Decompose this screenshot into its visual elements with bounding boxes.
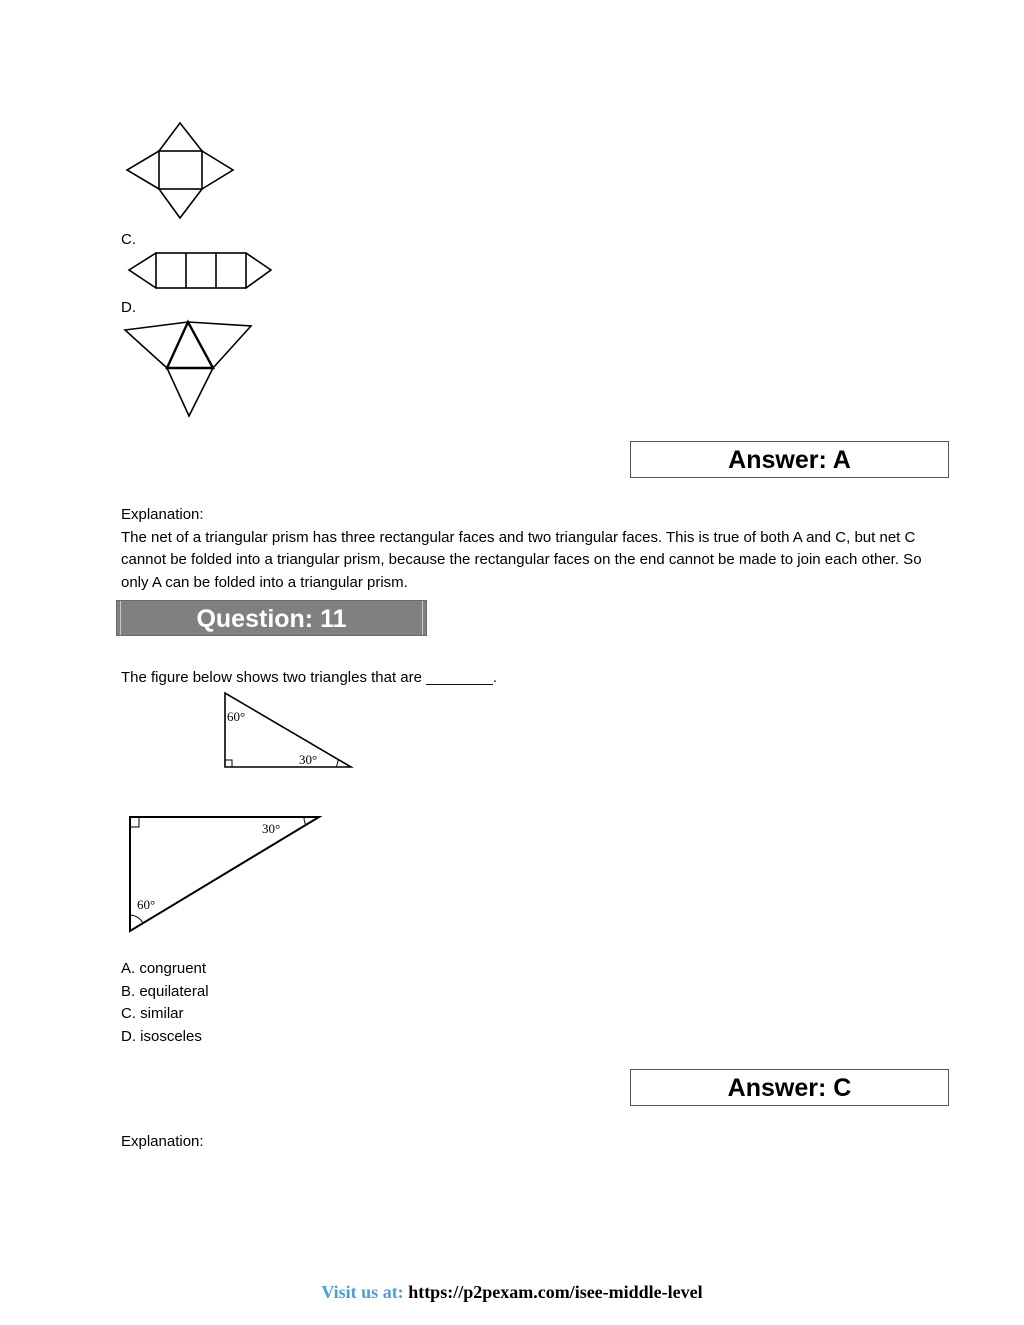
footer-lead: Visit us at:	[321, 1282, 404, 1302]
square-pyramid-net-figure	[120, 118, 240, 223]
explanation-block	[121, 504, 951, 594]
small-right-triangle-figure	[218, 690, 358, 772]
option-a: A. congruent	[121, 960, 207, 977]
answer-options	[121, 958, 209, 1048]
answer-text: Answer: C	[727, 1074, 852, 1102]
question-title: Question: 11	[196, 605, 347, 633]
footer	[0, 1282, 1024, 1303]
answer-text: Answer: A	[728, 446, 851, 474]
triangular-pyramid-net-figure	[122, 318, 257, 420]
explanation-body: The net of a triangular prism has three rectangular faces and two triangular faces. This is true of both A and C, but net C cannot be folded into a triangular prism, because the rectangular faces on the end cannot be made to join each other. So only A can be folded into a triangular prism.	[121, 528, 922, 591]
triangle1-right-angle: 30°	[299, 752, 318, 767]
option-d: D. isosceles	[121, 1027, 202, 1045]
question-banner	[116, 600, 427, 636]
rectangular-strip-net-figure	[125, 250, 275, 292]
explanation-heading: Explanation:	[121, 506, 204, 523]
option-d-label: D.	[121, 299, 136, 316]
option-b: B. equilateral	[121, 982, 209, 1000]
large-right-triangle-figure	[122, 811, 327, 935]
option-c-label: C.	[121, 231, 136, 248]
footer-url[interactable]: https://p2pexam.com/isee-middle-level	[408, 1282, 703, 1302]
explanation-heading-2: Explanation:	[121, 1133, 204, 1150]
triangle2-top-angle: 30°	[262, 821, 281, 836]
triangle2-bottom-angle: 60°	[137, 897, 156, 912]
answer-box-a	[630, 441, 949, 478]
answer-box-c	[630, 1069, 949, 1106]
question-prompt: The figure below shows two triangles that are ________.	[121, 669, 498, 686]
triangle1-top-angle: 60°	[227, 709, 246, 724]
option-c: C. similar	[121, 1005, 184, 1022]
